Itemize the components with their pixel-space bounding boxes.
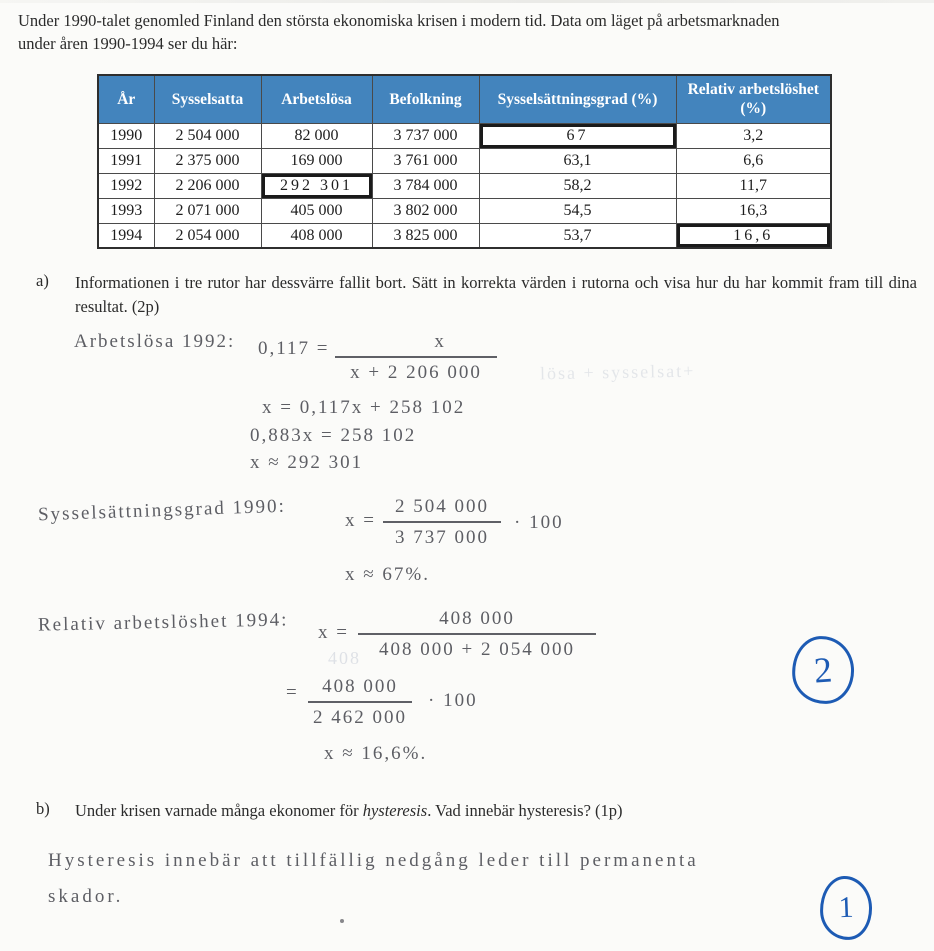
score-circle-a: 2 xyxy=(790,634,857,706)
cell-year: 1991 xyxy=(98,148,154,173)
intro-line-1: Under 1990-talet genomled Finland den största ekonomiska krisen i modern tid. Data om läget på arbetsmarknaden xyxy=(18,11,780,30)
cell-unemployed-handwritten: 292 301 xyxy=(261,173,372,198)
cell-unemployed: 408 000 xyxy=(261,223,372,248)
question-b-prefix: b) xyxy=(36,799,50,818)
hw-eq-0117: 0,117 = xyxy=(258,338,330,359)
fraction-3-numerator: 408 000 xyxy=(439,608,515,629)
fraction-2-denominator: 3 737 000 xyxy=(395,527,489,548)
col-header-year: År xyxy=(98,75,154,123)
hw-label-sysselsattningsgrad-1990: Sysselsättningsgrad 1990: xyxy=(37,495,287,526)
hw-fraction-4 xyxy=(308,676,412,729)
cell-population: 3 802 000 xyxy=(372,198,479,223)
cell-employed: 2 206 000 xyxy=(154,173,261,198)
cell-relative-unemployment: 6,6 xyxy=(676,148,831,173)
hw-eq-x-1: x = xyxy=(345,510,376,531)
scan-edge-artifact xyxy=(0,0,934,3)
hw-step-1: x = 0,117x + 258 102 xyxy=(262,397,466,418)
cell-employment-rate: 58,2 xyxy=(479,173,676,198)
question-b-italic-term: hysteresis xyxy=(362,801,428,820)
fraction-3-denominator: 408 000 + 2 054 000 xyxy=(379,639,575,660)
cell-employment-rate: 54,5 xyxy=(479,198,676,223)
cell-year: 1993 xyxy=(98,198,154,223)
hw-answer-b-line-1: Hysteresis innebär att tillfällig nedgång leder till permanenta xyxy=(48,850,699,871)
hw-fraction-2 xyxy=(383,496,501,549)
col-header-relative-unemployment: Relativ arbetslöshet (%) xyxy=(676,75,831,123)
hw-result-67: x ≈ 67%. xyxy=(345,564,431,585)
fraction-4-numerator: 408 000 xyxy=(322,676,398,697)
cell-relative-unemployment: 3,2 xyxy=(676,123,831,148)
question-a-text: Informationen i tre rutor har dessvärre fallit bort. Sätt in korrekta värden i rutorna och visa hur du har kommit fram till dina resultat. (2p) xyxy=(75,273,917,316)
question-a-prefix: a) xyxy=(36,271,49,290)
labour-market-table xyxy=(97,74,832,249)
hw-times-100-a: · 100 xyxy=(514,512,564,533)
stray-pencil-dot xyxy=(340,919,344,923)
fraction-1-denominator: x + 2 206 000 xyxy=(350,362,482,383)
cell-population: 3 784 000 xyxy=(372,173,479,198)
hw-fraction-3 xyxy=(358,608,596,661)
col-header-population: Befolkning xyxy=(372,75,479,123)
question-a xyxy=(36,271,917,319)
hw-step-3: x ≈ 292 301 xyxy=(250,452,364,473)
table-row xyxy=(98,198,831,223)
question-b-text xyxy=(75,799,917,823)
table-header-row xyxy=(98,75,831,123)
hw-label-arbetslosa-1992: Arbetslösa 1992: xyxy=(74,331,236,352)
question-b-text-end: . Vad innebär hysteresis? (1p) xyxy=(427,801,623,820)
cell-population: 3 825 000 xyxy=(372,223,479,248)
col-header-employment-rate: Sysselsättningsgrad (%) xyxy=(479,75,676,123)
cell-employed: 2 504 000 xyxy=(154,123,261,148)
fraction-1-numerator: x xyxy=(434,331,446,352)
cell-year: 1994 xyxy=(98,223,154,248)
hw-result-166: x ≈ 16,6%. xyxy=(324,743,428,764)
hw-label-relativ-arbetsloshet-1994: Relativ arbetslöshet 1994: xyxy=(37,609,289,636)
fraction-2-numerator: 2 504 000 xyxy=(395,496,489,517)
intro-line-2: under åren 1990-1994 ser du här: xyxy=(18,34,238,54)
question-b xyxy=(36,799,917,823)
cell-year: 1990 xyxy=(98,123,154,148)
cell-employment-rate: 63,1 xyxy=(479,148,676,173)
col-header-unemployed: Arbetslösa xyxy=(261,75,372,123)
hw-times-100-b: · 100 xyxy=(428,690,478,711)
cell-relative-unemployment: 11,7 xyxy=(676,173,831,198)
score-circle-b: 1 xyxy=(819,875,873,941)
cell-relative-unemployment: 16,3 xyxy=(676,198,831,223)
cell-unemployed: 405 000 xyxy=(261,198,372,223)
col-header-employed: Sysselsatta xyxy=(154,75,261,123)
hw-step-2: 0,883x = 258 102 xyxy=(250,425,417,446)
table-row xyxy=(98,223,831,248)
cell-unemployed: 82 000 xyxy=(261,123,372,148)
fraction-4-denominator: 2 462 000 xyxy=(313,707,407,728)
hw-eq-x-2: x = xyxy=(318,622,349,643)
cell-population: 3 761 000 xyxy=(372,148,479,173)
table-row xyxy=(98,148,831,173)
cell-relative-unemployment-handwritten: 16,6 xyxy=(676,223,831,248)
erased-ghost-408: 408 xyxy=(328,648,361,668)
table-row xyxy=(98,123,831,148)
hw-answer-b-line-2: skador. xyxy=(48,886,124,907)
cell-employment-rate: 53,7 xyxy=(479,223,676,248)
cell-year: 1992 xyxy=(98,173,154,198)
cell-unemployed: 169 000 xyxy=(261,148,372,173)
table-row xyxy=(98,173,831,198)
question-b-text-start: Under krisen varnade många ekonomer för xyxy=(75,801,363,820)
hw-eq-sign: = xyxy=(286,682,299,703)
erased-ghost-text: lösa + sysselsat+ xyxy=(539,360,696,384)
hw-fraction-1 xyxy=(335,331,497,384)
cell-employment-rate-handwritten: 67 xyxy=(479,123,676,148)
cell-employed: 2 054 000 xyxy=(154,223,261,248)
cell-employed: 2 071 000 xyxy=(154,198,261,223)
intro-paragraph xyxy=(18,9,924,56)
cell-employed: 2 375 000 xyxy=(154,148,261,173)
cell-population: 3 737 000 xyxy=(372,123,479,148)
